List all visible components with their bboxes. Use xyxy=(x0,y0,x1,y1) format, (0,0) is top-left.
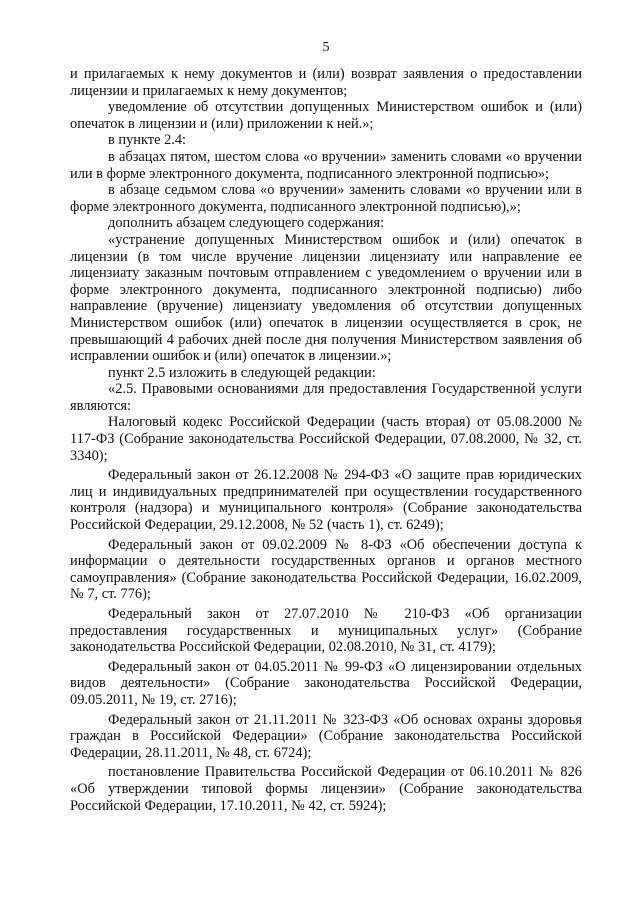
paragraph: Федеральный закон от 04.05.2011 № 99-ФЗ «О лицензировании отдельных видов деятельности» (Собрание законодательства Российской Федерации, 09.05.2011, № 19, ст. 2716); xyxy=(70,658,582,708)
paragraph: в абзацах пятом, шестом слова «о вручении» заменить словами «о вручении или в форме электронного документа, подписанного электронной подписью»; xyxy=(70,148,582,182)
paragraph: уведомление об отсутствии допущенных Министерством ошибок и (или) опечаток в лицензии и (или) приложении к ней.»; xyxy=(70,99,582,132)
paragraph: «2.5. Правовыми основаниями для предоставления Государственной услуги являются: xyxy=(70,381,582,414)
paragraph: Федеральный закон от 27.07.2010 № 210-ФЗ «Об организации предоставления государственных и муниципальных услуг» (Собрание законодательства Российской Федерации, 02.08.2010, № 31, ст. 4179); xyxy=(70,606,582,656)
paragraph: в пункте 2.4: xyxy=(108,132,187,149)
paragraph: Налоговый кодекс Российской Федерации (часть вторая) от 05.08.2000 № 117-ФЗ (Собрание законодательства Российской Федерации, 07.08.2000, № 32, ст. 3340); xyxy=(70,414,582,464)
paragraph: Федеральный закон от 21.11.2011 № 323-ФЗ «Об основах охраны здоровья граждан в Российской Федерации» (Собрание законодательства Российской Федерации, 28.11.2011, № 48, ст. 6724); xyxy=(70,711,582,761)
paragraph: Федеральный закон от 26.12.2008 № 294-ФЗ «О защите прав юридических лиц и индивидуальных предпринимателей при осуществлении государственного контроля (надзора) и муниципального контроля» (Собрание законодательства Российской Федерации, 29.12.2008, № 52 (часть 1), ст. 6249); xyxy=(70,467,582,534)
document-body xyxy=(70,66,582,814)
paragraph: дополнить абзацем следующего содержания: xyxy=(108,215,385,232)
paragraph: Федеральный закон от 09.02.2009 № 8-ФЗ «Об обеспечении доступа к информации о деятельности государственных органов и органов местного самоуправления» (Собрание законодательства Российской Федерации, 16.02.2009, № 7, ст. 776); xyxy=(70,536,582,603)
paragraph: «устранение допущенных Министерством ошибок и (или) опечаток в лицензии (в том числе вручение лицензии лицензиату или направление ее лицензиату заказным почтовым отправлением с уведомлением о вручении или в форме электронного документа, подписанного электронной подписью) либо направление (вручение) лицензиату уведомления об отсутствии допущенных Министерством ошибок (или) опечаток в лицензии осуществляется в срок, не превышающий 4 рабочих дней после дня получения Министерством заявления об исправлении ошибок и (или) опечаток в лицензии.»; xyxy=(70,231,582,365)
paragraph: пункт 2.5 изложить в следующей редакции: xyxy=(108,364,376,381)
paragraph: в абзаце седьмом слова «о вручении» заменить словами «о вручении или в форме электронного документа, подписанного электронной подписью),»; xyxy=(70,182,582,215)
paragraph: и прилагаемых к нему документов и (или) возврат заявления о предоставлении лицензии и прилагаемых к нему документов; xyxy=(70,66,582,99)
page-number: 5 xyxy=(322,40,330,55)
paragraph: постановление Правительства Российской Федерации от 06.10.2011 № 826 «Об утверждении типовой формы лицензии» (Собрание законодательства Российской Федерации, 17.10.2011, № 42, ст. 5924); xyxy=(70,764,582,814)
